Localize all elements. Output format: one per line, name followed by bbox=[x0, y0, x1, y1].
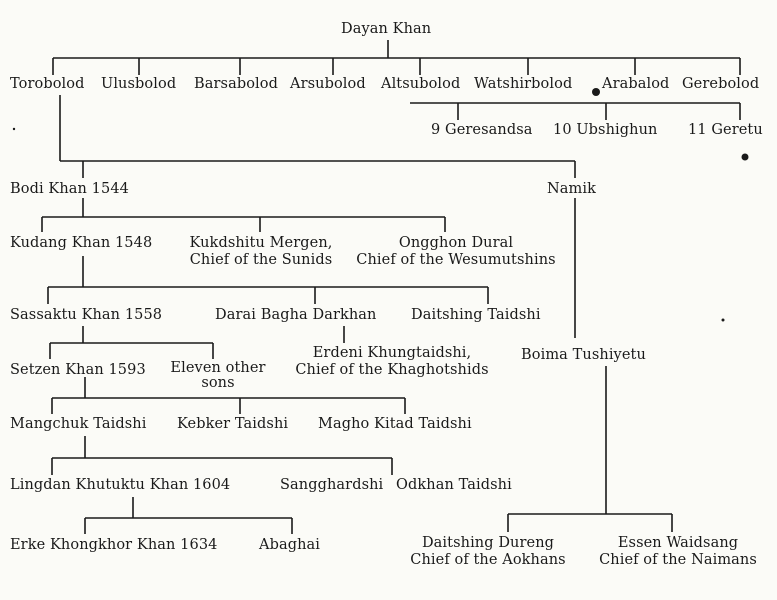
node-eleven-line1: Eleven other bbox=[170, 360, 266, 376]
node-geresandsa: 9 Geresandsa bbox=[431, 122, 533, 138]
node-kukdshitu-mergen bbox=[180, 235, 342, 269]
node-mangchuk: Mangchuk Taidshi bbox=[10, 416, 147, 432]
node-lingdan: Lingdan Khutuktu Khan 1604 bbox=[10, 477, 231, 493]
node-daitshing-name: Daitshing Dureng bbox=[421, 535, 555, 551]
node-barsabolod: Barsabolod bbox=[194, 76, 278, 92]
node-abaghai: Abaghai bbox=[259, 537, 321, 553]
node-essen-title: Chief of the Naimans bbox=[599, 552, 757, 568]
node-erdeni-title: Chief of the Khaghotshids bbox=[295, 362, 489, 378]
node-essen-name: Essen Waidsang bbox=[617, 535, 739, 551]
node-torobolod: Torobolod bbox=[10, 76, 85, 92]
node-darai-bagha: Darai Bagha Darkhan bbox=[215, 307, 377, 323]
node-gerebolod: Gerebolod bbox=[682, 76, 760, 92]
node-erdeni bbox=[286, 345, 498, 379]
node-watshirbolod: Watshirbolod bbox=[474, 76, 573, 92]
node-boima-tushiyetu: Boima Tushiyetu bbox=[521, 347, 646, 363]
node-eleven-sons bbox=[166, 361, 270, 391]
node-erke-khongkhor: Erke Khongkhor Khan 1634 bbox=[10, 537, 218, 553]
node-sangghardshi: Sangghardshi bbox=[280, 477, 384, 493]
node-daitshing-title: Chief of the Aokhans bbox=[410, 552, 566, 568]
node-kukdshitu-name: Kukdshitu Mergen, bbox=[189, 235, 333, 251]
node-erdeni-name: Erdeni Khungtaidshi, bbox=[312, 345, 472, 361]
node-kebker: Kebker Taidshi bbox=[177, 416, 289, 432]
node-ongghon-title: Chief of the Wesumutshins bbox=[356, 252, 556, 268]
node-daitshing-dureng bbox=[400, 535, 576, 569]
node-sassaktu-khan: Sassaktu Khan 1558 bbox=[10, 307, 163, 323]
node-dayan-khan: Dayan Khan bbox=[341, 21, 432, 37]
node-arsubolod: Arsubolod bbox=[290, 76, 366, 92]
ink-speck bbox=[742, 154, 749, 161]
node-magho-kitad: Magho Kitad Taidshi bbox=[318, 416, 472, 432]
node-odkhan: Odkhan Taidshi bbox=[396, 477, 512, 493]
node-geretu: 11 Geretu bbox=[688, 122, 763, 138]
node-essen-waidsang bbox=[590, 535, 766, 569]
ink-speck bbox=[592, 88, 600, 96]
node-kukdshitu-title: Chief of the Sunids bbox=[189, 252, 333, 268]
node-altsubolod: Altsubolod bbox=[381, 76, 461, 92]
node-bodi-khan: Bodi Khan 1544 bbox=[10, 181, 129, 197]
node-ongghon-name: Ongghon Dural bbox=[398, 235, 514, 251]
node-namik: Namik bbox=[547, 181, 597, 197]
node-ongghon-dural bbox=[347, 235, 565, 269]
node-setzen-khan: Setzen Khan 1593 bbox=[10, 362, 146, 378]
node-arabalod: Arabalod bbox=[602, 76, 670, 92]
ink-speck bbox=[13, 128, 15, 130]
node-eleven-line2: sons bbox=[201, 375, 235, 391]
node-kudang-khan: Kudang Khan 1548 bbox=[10, 235, 153, 251]
node-daitshing-taidshi: Daitshing Taidshi bbox=[411, 307, 541, 323]
ink-speck bbox=[722, 319, 725, 322]
node-ubshighun: 10 Ubshighun bbox=[553, 122, 658, 138]
node-ulusbolod: Ulusbolod bbox=[101, 76, 177, 92]
